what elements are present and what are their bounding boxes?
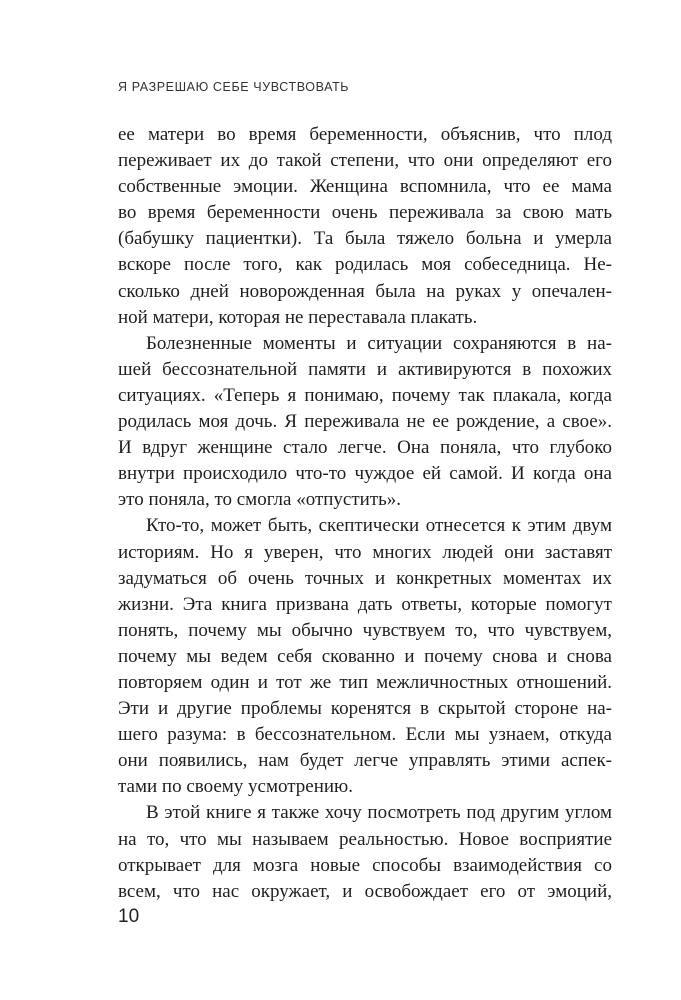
text-line: ее матери во время беременности, объяснив, что плод — [118, 124, 612, 145]
text-line: всем, что нас окружает, и освобождает его от эмоций, — [118, 880, 612, 902]
text-line: почему мы ведем себя скованно и почему снова и снова — [118, 645, 612, 667]
text-line: во время беременности очень переживала за свою мать — [118, 202, 612, 224]
text-line: родилась моя дочь. Я переживала не ее рождение, а свое». — [118, 411, 612, 433]
text-line: Эти и другие проблемы коренятся в скрытой стороне на- — [118, 698, 612, 720]
paragraph-1 — [118, 122, 612, 331]
text-line: повторяем один и тот же тип межличностных отношений. — [118, 671, 612, 693]
paragraph-3 — [118, 513, 612, 800]
text-line: понять, почему мы обычно чувствуем то, что чувствуем, — [118, 619, 612, 641]
text-line: Кто-то, может быть, скептически отнесется к этим двум — [146, 515, 612, 537]
text-line: они появились, нам будет легче управлять этими аспек- — [118, 750, 612, 772]
text-line: задуматься об очень точных и конкретных моментах их — [118, 567, 612, 589]
text-line: внутри происходило что-то чуждое ей самой. И когда она — [118, 463, 612, 485]
text-line: вскоре после того, как родилась моя собеседница. Не- — [118, 254, 612, 276]
body-text — [118, 122, 612, 905]
text-line: переживает их до такой степени, что они определяют его — [118, 150, 612, 172]
text-line: тами по своему усмотрению. — [118, 776, 353, 798]
text-line: открывает для мозга новые способы взаимодействия со — [118, 854, 612, 876]
text-line: (бабушку пациентки). Та была тяжело больна и умерла — [118, 228, 612, 250]
text-line: шей бессознательной памяти и активируются в похожих — [118, 358, 612, 380]
text-line: ситуациях. «Теперь я понимаю, почему так плакала, когда — [118, 384, 612, 406]
text-line: собственные эмоции. Женщина вспомнила, что ее мама — [118, 176, 612, 198]
text-line: И вдруг женщине стало легче. Она поняла, что глубоко — [118, 437, 612, 459]
text-line: Болезненные моменты и ситуации сохраняются в на- — [146, 332, 612, 354]
text-line: на то, что мы называем реальностью. Новое восприятие — [118, 828, 612, 850]
text-line: жизни. Эта книга призвана дать ответы, которые помогут — [118, 593, 612, 615]
text-line: это поняла, то смогла «отпустить». — [118, 489, 402, 511]
text-line: В этой книге я также хочу посмотреть под другим углом — [146, 802, 612, 824]
text-line: историям. Но я уверен, что многих людей они заставят — [118, 541, 612, 563]
page-number: 10 — [118, 906, 140, 927]
text-line: шего разума: в бессознательном. Если мы узнаем, откуда — [118, 724, 612, 746]
running-title: Я РАЗРЕШАЮ СЕБЕ ЧУВСТВОВАТЬ — [118, 80, 350, 94]
text-line: ной матери, которая не переставала плакать. — [118, 306, 478, 328]
text-line: сколько дней новорожденная была на руках у опечален- — [118, 280, 612, 302]
paragraph-2 — [118, 331, 612, 514]
paragraph-4 — [118, 800, 612, 904]
